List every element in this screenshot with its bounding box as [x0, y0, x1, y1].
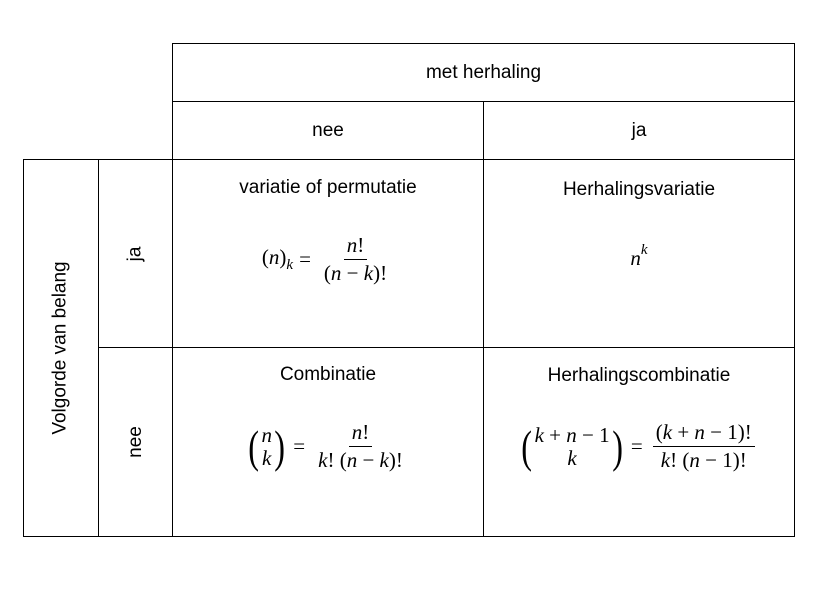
- header-met-herhaling-label: met herhaling: [425, 61, 542, 83]
- cell-herhalingsvariatie-title: Herhalingsvariatie: [562, 179, 716, 200]
- herhalingscombinatie-formula: ( k + n − 1 k ) = $\frac{(k + n - 1)!}{k! (n - 1)!}$: [484, 421, 794, 472]
- side-nee-label: nee: [124, 426, 146, 458]
- header-nee-label: nee: [312, 119, 344, 141]
- cell-combinatie: [172, 347, 484, 537]
- variatie-formula: $(n)_k$ = $\frac{n!}{(n - k)!}$: [261, 233, 388, 286]
- herhalingsvariatie-formula: n $^k$: [630, 242, 648, 270]
- side-volgorde-van-belang: [23, 159, 99, 537]
- side-volgorde-label: Volgorde van belang: [50, 261, 72, 435]
- cell-variatie: [172, 159, 484, 348]
- cell-herhalingscombinatie: [483, 347, 795, 537]
- header-met-herhaling: [172, 43, 795, 102]
- cell-variatie-title: variatie of permutatie: [239, 177, 417, 198]
- header-ja-label: ja: [631, 119, 647, 141]
- side-nee: [98, 347, 173, 537]
- side-ja: [98, 159, 173, 348]
- header-nee: [172, 101, 484, 160]
- cell-herhalingsvariatie: [483, 159, 795, 348]
- side-ja-label: ja: [124, 246, 146, 261]
- cell-herhalingscombinatie-title: Herhalingscombinatie: [547, 365, 731, 386]
- header-ja: [483, 101, 795, 160]
- combinatie-formula: ( n k ) = $\frac{n!}{k! (n - k)!}$: [248, 420, 403, 473]
- cell-combinatie-title: Combinatie: [279, 364, 377, 385]
